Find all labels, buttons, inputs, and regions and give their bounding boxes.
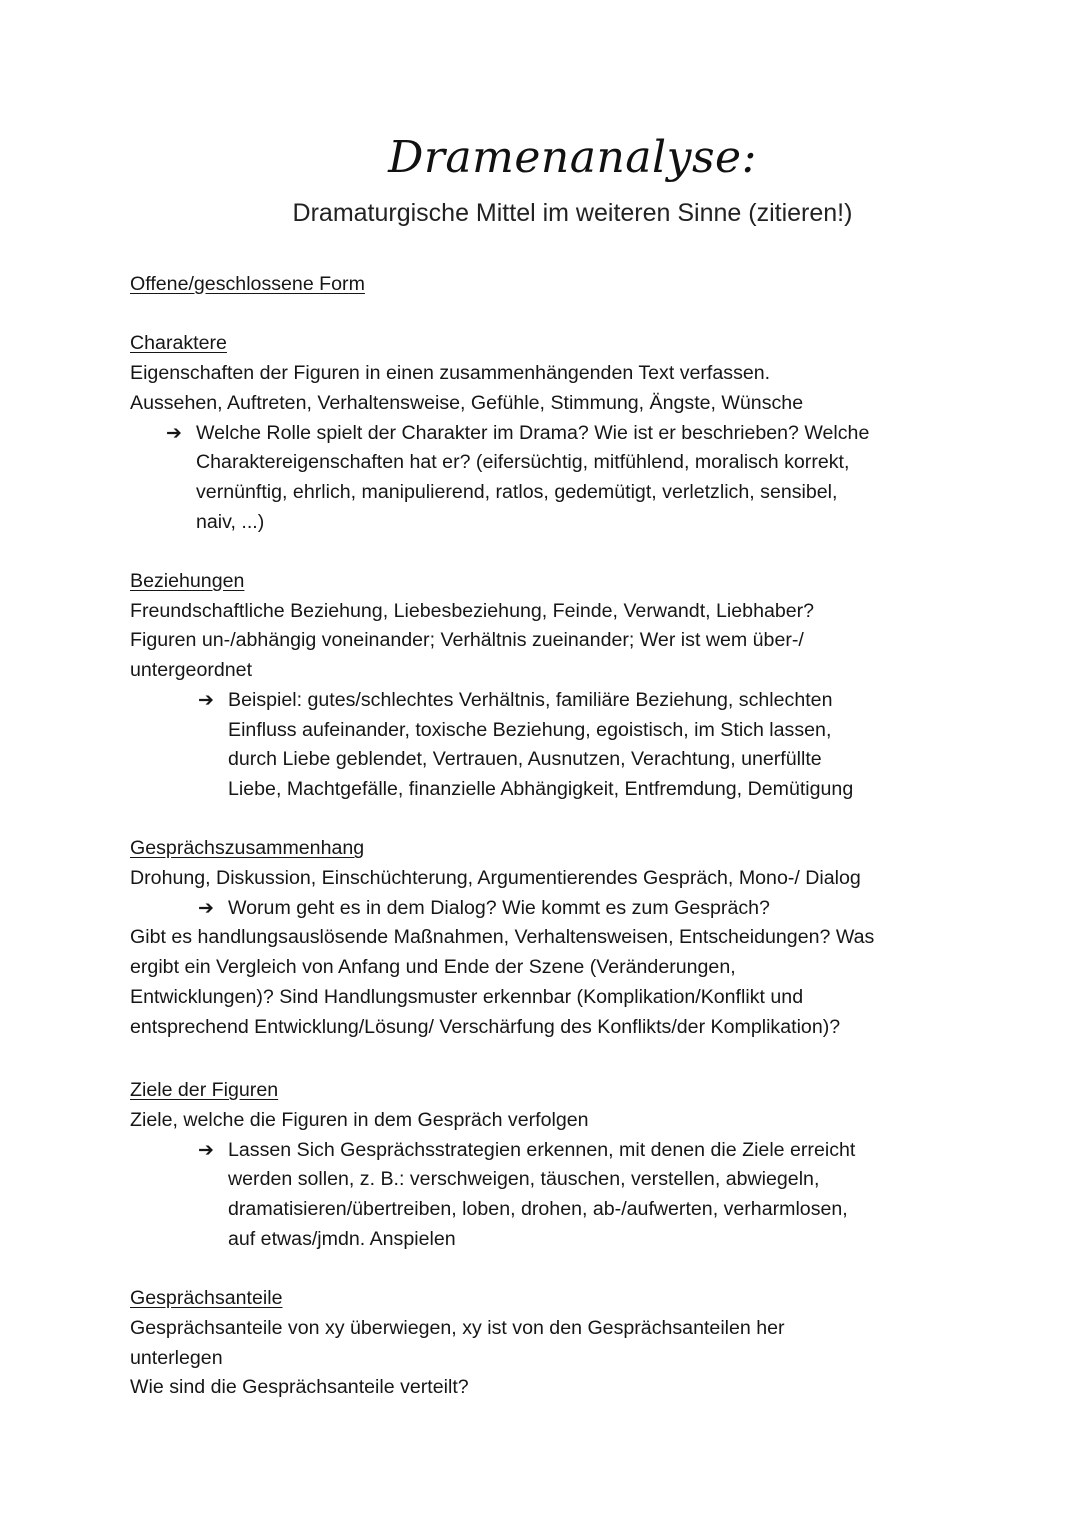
text-line: untergeordnet: [130, 659, 253, 682]
arrow-right-icon: ➔: [198, 689, 214, 711]
bullet-line: durch Liebe geblendet, Vertrauen, Ausnutzen, Verachtung, unerfüllte: [228, 748, 822, 771]
arrow-bullet: [130, 419, 970, 538]
text-line: Figuren un-/abhängig voneinander; Verhältnis zueinander; Wer ist wem über-/: [130, 629, 804, 652]
bullet-line: Beispiel: gutes/schlechtes Verhältnis, familiäre Beziehung, schlechten: [228, 688, 833, 711]
text-line: Wie sind die Gesprächsanteile verteilt?: [130, 1376, 469, 1399]
text-line: Ziele, welche die Figuren in dem Gespräch verfolgen: [130, 1108, 589, 1131]
bullet-line: Worum geht es in dem Dialog? Wie kommt es zum Gespräch?: [228, 896, 770, 919]
section-heading: Beziehungen: [130, 570, 245, 592]
bullet-line: werden sollen, z. B.: verschweigen, täuschen, verstellen, abwiegeln,: [228, 1168, 820, 1191]
arrow-right-icon: ➔: [198, 897, 214, 919]
text-line: Freundschaftliche Beziehung, Liebesbeziehung, Feinde, Verwandt, Liebhaber?: [130, 599, 815, 622]
section-heading: Gesprächsanteile: [130, 1287, 283, 1310]
text-line: ergibt ein Vergleich von Anfang und Ende der Szene (Veränderungen,: [130, 956, 736, 979]
bullet-line: dramatisieren/übertreiben, loben, drohen, ab-/aufwerten, verharmlosen,: [228, 1198, 848, 1221]
text-line: Eigenschaften der Figuren in einen zusammenhängenden Text verfassen.: [130, 362, 771, 385]
page-subtitle: Dramaturgische Mittel im weiteren Sinne (zitieren!): [292, 199, 853, 227]
page-title: Dramenanalyse:: [388, 132, 757, 183]
section-heading: Gesprächszusammenhang: [130, 837, 365, 860]
section-ziele: [130, 1076, 970, 1254]
arrow-bullet: [130, 686, 970, 805]
arrow-right-icon: ➔: [166, 422, 182, 444]
section-charaktere: [130, 329, 970, 537]
bullet-line: Einfluss aufeinander, toxische Beziehung, egoistisch, im Stich lassen,: [228, 718, 832, 741]
section-heading: Ziele der Figuren: [130, 1079, 279, 1102]
arrow-right-icon: ➔: [198, 1139, 214, 1161]
arrow-bullet: [130, 1136, 970, 1255]
text-line: Aussehen, Auftreten, Verhaltensweise, Gefühle, Stimmung, Ängste, Wünsche: [130, 391, 804, 414]
section-gespraechsanteile: [130, 1284, 970, 1403]
bullet-line: Charaktereigenschaften hat er? (eifersüchtig, mitfühlend, moralisch korrekt,: [196, 451, 850, 474]
bullet-line: vernünftig, ehrlich, manipulierend, ratlos, gedemütigt, verletzlich, sensibel,: [196, 480, 838, 503]
text-line: entsprechend Entwicklung/Lösung/ Verschärfung des Konflikts/der Komplikation)?: [130, 1015, 841, 1038]
section-heading: Charaktere: [130, 332, 227, 355]
arrow-bullet: [130, 894, 970, 924]
text-line: unterlegen: [130, 1346, 223, 1369]
text-line: Entwicklungen)? Sind Handlungsmuster erkennbar (Komplikation/Konflikt und: [130, 985, 804, 1008]
bullet-line: naiv, ...): [196, 510, 265, 533]
bullet-line: auf etwas/jmdn. Anspielen: [228, 1227, 456, 1250]
section-form: [130, 270, 970, 300]
bullet-line: Welche Rolle spielt der Charakter im Drama? Wie ist er beschrieben? Welche: [196, 421, 870, 444]
document-body: [130, 270, 970, 1403]
section-gespraechszusammenhang: [130, 834, 970, 1042]
text-line: Gesprächsanteile von xy überwiegen, xy ist von den Gesprächsanteilen her: [130, 1316, 785, 1339]
bullet-line: Liebe, Machtgefälle, finanzielle Abhängigkeit, Entfremdung, Demütigung: [228, 777, 854, 800]
section-beziehungen: [130, 567, 970, 805]
text-line: Drohung, Diskussion, Einschüchterung, Argumentierendes Gespräch, Mono-/ Dialog: [130, 867, 861, 890]
text-line: Gibt es handlungsauslösende Maßnahmen, Verhaltensweisen, Entscheidungen? Was: [130, 926, 875, 949]
section-heading: Offene/geschlossene Form: [130, 273, 365, 295]
bullet-line: Lassen Sich Gesprächsstrategien erkennen, mit denen die Ziele erreicht: [228, 1138, 856, 1161]
